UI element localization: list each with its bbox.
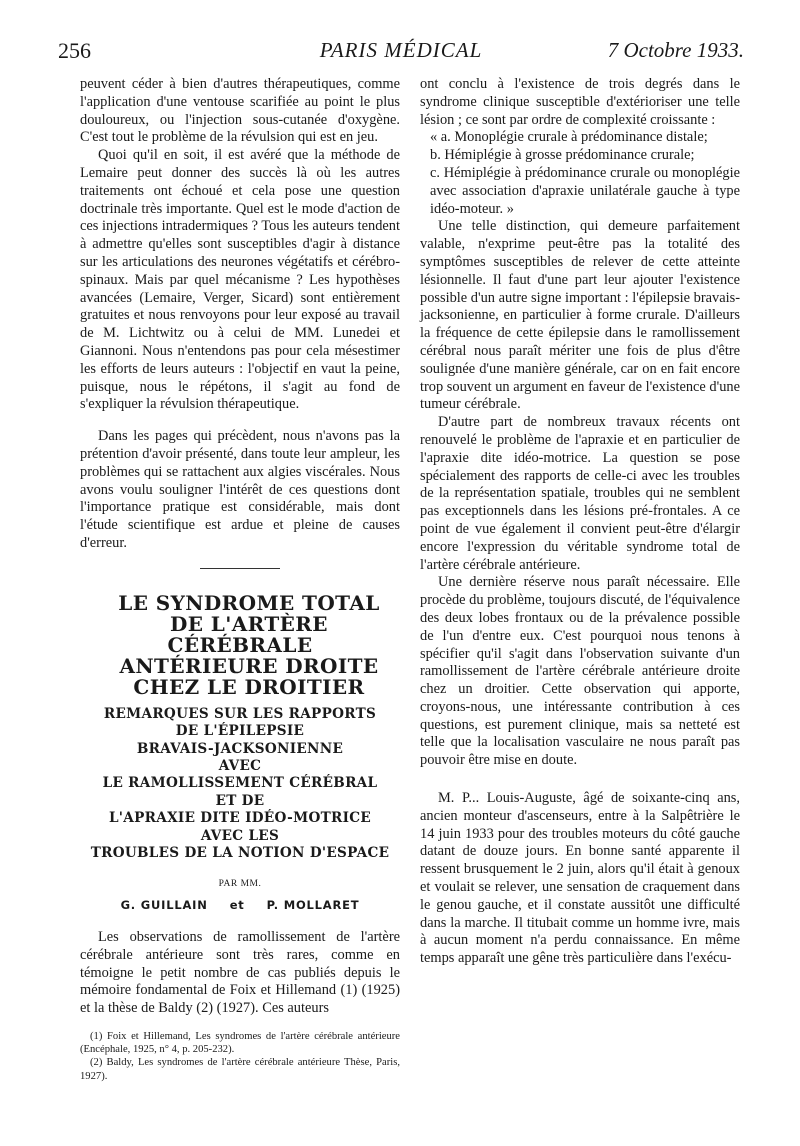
right-column [420,76,740,968]
paragraph: ont conclu à l'existence de trois degrés dans le syndrome clinique susceptible d'extérioriser une telle lésion ; ce sont par ordre de complexité croissante : [420,76,740,128]
paragraph: peuvent céder à bien d'autres thérapeutiques, comme l'application d'une ventouse scarifiée au point le plus douloureux, ou l'injection sous-cutanée d'oxygène. C'est tout le problème de la révulsion qui est en jeu. [80,76,400,146]
syndrome-list [420,129,740,218]
subtitle-line: AVEC LES [200,827,280,844]
list-item: b. Hémiplégie à grosse prédominance crurale; [430,147,695,164]
issue-date: 7 Octobre 1933. [607,38,744,62]
paragraph: Une telle distinction, qui demeure parfaitement valable, n'exprime peut-être pas la totalité des symptômes susceptibles de relever de cette atteinte lésionnelle. Il faut d'une part leur ajouter l'existence possible d'un autre signe important : l'épilepsie bravais-jacksonienne, en particulier à forme crurale. D'ailleurs la fréquence de cette épilepsie dans le ramollissement cérébral nous paraît mériter une fois de plus d'être soulignée d'une manière générale, car on en fait encore trop souvent un argument en faveur de l'existence d'une tumeur cérébrale. [420,218,740,413]
subtitle-line: AVEC [218,757,262,774]
footnote: (1) Foix et Hillemand, Les syndromes de l'artère cérébrale antérieure (Encéphale, 1925, n° 4, p. 205-232). [80,1030,400,1056]
subtitle-line: LE RAMOLLISSEMENT CÉRÉBRAL [102,775,378,792]
subtitle-line: TROUBLES DE LA NOTION D'ESPACE [90,844,390,861]
authors [80,897,400,915]
subtitle-line: BRAVAIS-JACKSONIENNE [136,740,344,757]
article-subtitle [64,706,416,863]
article-title [80,590,400,699]
title-line: DE L'ARTÈRE CÉRÉBRALE [167,611,328,657]
paragraph: Les observations de ramollissement de l'artère cérébrale antérieure sont très rares, comme en témoigne le petit nombre de cas publiés depuis le mémoire fondamental de Foix et Hillemand (1) (1925) et la thèse de Baldy (2) (1927). Ces auteurs [80,928,400,1017]
paragraph: Une dernière réserve nous paraît nécessaire. Elle procède du problème, toujours discuté, de l'équivalence des deux lobes frontaux ou de la prévalence possible de l'un d'entre eux. C'est pourquoi nous tenons à spécifier qu'il s'agit dans l'observation suivante d'un ramollissement de l'artère cérébrale antérieure droite chez un droitier. Cette observation qui apporte, croyons-nous, une intéressante contribution à ces questions, est purement clinique, mais sa netteté est telle que la localisation vasculaire ne nous paraît pas pouvoir être mise en doute. [420,574,740,769]
section-divider [200,568,280,569]
author: P. MOLLARET [266,898,360,913]
page-header [58,38,744,68]
paragraph: M. P... Louis-Auguste, âgé de soixante-cinq ans, ancien monteur d'ascenseurs, entre à la Salpêtrière le 14 juin 1933 pour des troubles moteurs du côté gauche datant de douze jours. En bonne santé apparente il ressent brusquement le 2 juin, alors qu'il était à genoux et voulait se relever, une sensation de craquement dans le genou gauche, et il constate aussitôt une difficulté dans la marche. Il titubait comme un homme ivre, mais à aucun moment n'a perdu connaissance. En même temps apparaît une gêne très particulière dans l'exécu- [420,790,740,967]
journal-title: PARIS MÉDICAL [319,38,483,62]
author: G. GUILLAIN [120,898,208,913]
footnote: (2) Baldy, Les syndromes de l'artère cérébrale antérieure Thèse, Paris, 1927). [80,1057,400,1082]
paragraph: Quoi qu'il en soit, il est avéré que la méthode de Lemaire peut donner des succès là où les autres traitements ont échoué et cela pose une question doctrinale très importante. Quel est le mode d'action de ces injections intradermiques ? Tous les auteurs tendent à admettre qu'elles sont susceptibles d'agir à distance sur les articulations des neurones végétatifs et cérébro-spinaux. Mais par quel mécanisme ? Les hypothèses avancées (Lemaire, Verger, Sicard) sont entièrement gratuites et nous renvoyons pour leur exposé au travail de M. Lichtwitz ou à celui de MM. Lunedei et Giannoni. Nous n'entendons pas pour cela mésestimer les efforts de leurs auteurs : l'objectif en vaut la peine, puisque, nous le répétons, il s'agit au fond de s'expliquer la révulsion thérapeutique. [80,147,400,413]
page-number: 256 [58,38,91,63]
paragraph: Dans les pages qui précèdent, nous n'avons pas la prétention d'avoir présenté, dans toute leur ampleur, les problèmes qui se rattachent aux algies viscérales. Nous avons voulu souligner l'intérêt de ces questions dont l'importance pratique est considérable, mais dont l'étude scientifique est ardue et pleine de causes d'erreur. [80,428,400,551]
subtitle-line: DE L'ÉPILEPSIE [175,723,305,740]
list-item: « a. Monoplégie crurale à prédominance distale; [430,129,708,146]
title-line: CHEZ LE DROITIER [133,674,365,699]
footnotes [80,1030,400,1083]
subtitle-line: L'APRAXIE DITE IDÉO-MOTRICE [108,810,372,827]
paragraph: D'autre part de nombreux travaux récents ont renouvelé le problème de l'apraxie et en particulier de l'apraxie dite idéo-motrice. La question se pose spécialement des rapports de celle-ci avec les troubles de la représentation spatiale, troubles qui ne semblent pas exceptionnels dans les lésions pré-frontales. A ce point de vue également il convient peut-être d'élargir encore l'expression du véritable syndrome total de l'artère cérébrale antérieure. [420,414,740,573]
byline-prefix: PAR MM. [218,879,262,890]
author-conjunction: et [229,898,245,913]
subtitle-line: REMARQUES SUR LES RAPPORTS [103,705,377,722]
list-item: c. Hémiplégie à prédominance crurale ou monoplégie avec association d'apraxie unilatérale gauche à type idéo-moteur. » [430,164,740,217]
title-line: LE SYNDROME TOTAL [118,590,380,615]
subtitle-line: ET DE [215,792,265,809]
left-column [80,76,400,1083]
title-line: ANTÉRIEURE DROITE [119,653,379,678]
